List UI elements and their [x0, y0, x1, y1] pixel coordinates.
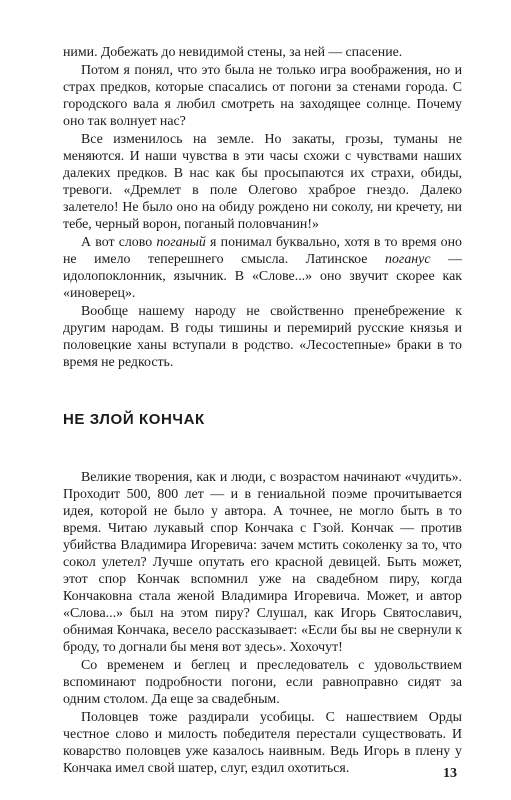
paragraph-5: Вообще нашему народу не свойственно пренебрежение к другим народам. В годы тишины и перемирий русские князья и половецкие ханы вступали в родство. «Лесостепные» браки в то время не редкость.	[63, 304, 462, 370]
paragraph-7: Со временем и беглец и преследователь с удовольствием вспоминают подробности погони, если равноправно сидят за одним столом. Да еще за свадебным.	[63, 658, 462, 707]
paragraph-6: Великие творения, как и люди, с возрастом начинают «чудить». Проходит 500, 800 лет — и в гениальной поэме прочитывается идея, которой не было у автора. А точнее, не могло быть в то время. Читаю лукавый спор Кончака с Гзой. Кончак — против убийства Владимира Игоревича: зачем мстить соколенку за то, что сокол улетел? Лучше опутать его красной девицей. Быть может, этот спор Кончак вспомнил уже на свадебном пиру, когда Кончаковна стала женой Владимира Игоревича. Может, и автор «Слова...» был на этом пиру? Слушал, как Игорь Святославич, обнимая Кончака, весело рассказывает: «Если бы вы не свернули к броду, то догнали бы меня вот здесь». Хохочут!	[63, 470, 462, 655]
paragraph-4-term-poganus: поганус	[385, 252, 431, 267]
paragraph-4	[63, 234, 462, 302]
book-page	[63, 44, 462, 777]
paragraph-4-text-c: — идолопоклонник, язычник. В «Слове...» оно звучит скорее как «иноверец».	[63, 252, 462, 301]
paragraph-1: ними. Добежать до невидимой стены, за ней — спасение.	[63, 45, 403, 60]
section-heading: НЕ ЗЛОЙ КОНЧАК	[63, 411, 205, 428]
paragraph-2: Потом я понял, что это была не только игра воображения, но и страх предков, которые спасались от погони за стенами города. С городского вала я любил смотреть на заходящее солнце. Почему оно так волнует нас?	[63, 63, 462, 129]
paragraph-4-term-poganyi: поганый	[156, 235, 206, 250]
section-2	[63, 469, 462, 777]
heading-spacer	[63, 430, 462, 469]
paragraph-3: Все изменилось на земле. Но закаты, грозы, туманы не меняются. И наши чувства в эти часы схожи с чувствами наших далеких предков. В нас как бы просыпаются их страхи, обиды, тревоги. «Дремлет в поле Олегово храброе гнездо. Далеко залетело! Не было оно на обиду рождено ни соколу, ни кречету, ни тебе, черный ворон, поганый половчанин!»	[63, 132, 462, 232]
page-number: 13	[443, 766, 457, 781]
paragraph-4-text-b: я понимал буквально, хотя в то время оно не имело теперешнего смысла. Латинское	[63, 235, 462, 267]
paragraph-8: Половцев тоже раздирали усобицы. С нашествием Орды честное слово и милость победителя перестали существовать. И коварство половцев уже казалось наивным. Ведь Игорь в плену у Кончака имел свой шатер, слуг, ездил охотиться.	[63, 710, 462, 776]
section-1	[63, 44, 462, 371]
section-spacer	[63, 371, 462, 410]
paragraph-4-text-a: А вот слово	[81, 235, 157, 250]
